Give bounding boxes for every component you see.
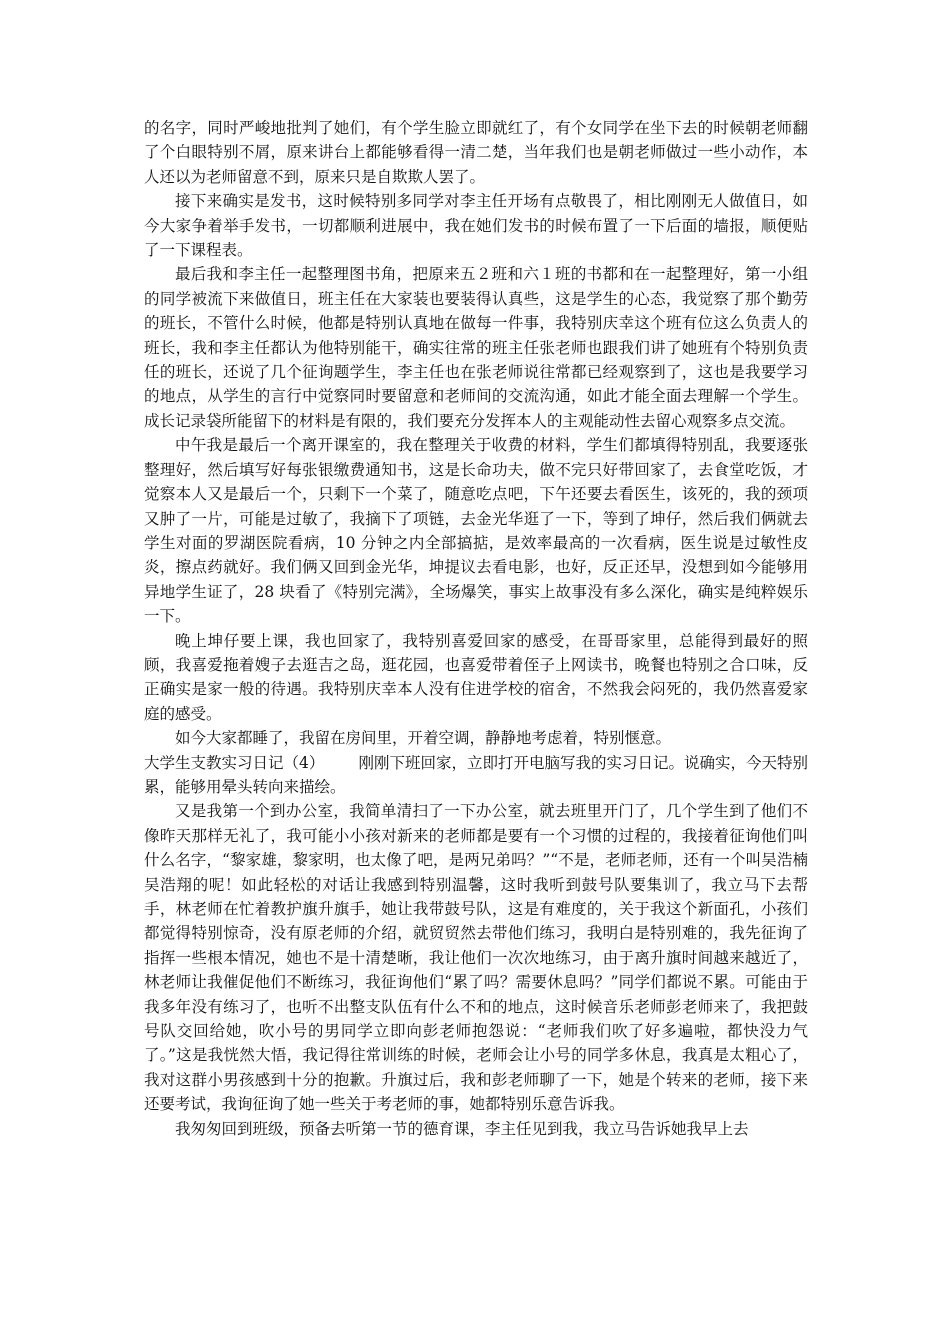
paragraph-2: 接下来确实是发书，这时候特别多同学对李主任开场有点敬畏了，相比刚刚无人做值日，如今大家争着举手发书，一切都顺利进展中，我在她们发书的时候布置了一下后面的墙报，顺便贴了一下课程表。 [144, 192, 808, 260]
document-body [144, 116, 808, 1141]
paragraph-8: 我匆匆回到班级，预备去听第一节的德育课，李主任见到我，我立马告诉她我早上去 [175, 1119, 749, 1138]
paragraph-4: 中午我是最后一个离开课室的，我在整理关于收费的材料，学生们都填得特别乱，我要逐张整理好，然后填写好每张银缴费通知书，这是长命功夫，做不完只好带回家了，去食堂吃饭，才觉察本人又是最后一个，只剩下一个菜了，随意吃点吧，下午还要去看医生，该死的，我的颈项又肿了一片，可能是过敏了，我摘下了项链，去金光华逛了一下，等到了坤仔，然后我们俩就去学生对面的罗湖医院看病，10 分钟之内全部搞掂，是效率最高的一次看病，医生说是过敏性皮炎，擦点药就好。我们俩又回到金光华，坤提议去看电影，也好，反正还早，没想到如今能够用异地学生证了，28 块看了《特别完满》，全场爆笑，事实上故事没有多么深化，确实是纯粹娱乐一下。 [144, 436, 808, 626]
paragraph-5: 晚上坤仔要上课，我也回家了，我特别喜爱回家的感受，在哥哥家里，总能得到最好的照顾，我喜爱拖着嫂子去逛吉之岛，逛花园，也喜爱带着侄子上网读书，晚餐也特别之合口味，反正确实是家一般的待遇。我特别庆幸本人没有住进学校的宿舍，不然我会闷死的，我仍然喜爱家庭的感受。 [144, 631, 808, 723]
paragraph-6: 如今大家都睡了，我留在房间里，开着空调，静静地考虑着，特别惬意。 [175, 729, 672, 748]
diary-entry-heading [144, 751, 808, 800]
diary-entry-title: 大学生支教实习日记（4） [144, 753, 325, 772]
paragraph-7: 又是我第一个到办公室，我简单清扫了一下办公室，就去班里开门了，几个学生到了他们不像昨天那样无礼了，我可能小小孩对新来的老师都是要有一个习惯的过程的，我接着征询他们叫什么名字，“黎家雄，黎家明，也太像了吧，是两兄弟吗？”“不是，老师老师，还有一个叫吴浩楠 吴浩翔的呢！如此轻松的对话让我感到特别温馨，这时我听到鼓号队要集训了，我立马下去帮手，林老师在忙着教护旗升旗手，她让我带鼓号队，这是有难度的，关于我这个新面孔，小孩们都觉得特别惊奇，没有原老师的介绍，就贸贸然去带他们练习，我明白是特别难的，我先征询了指挥一些根本情况，她也不是十清楚晰，我让他们一次次地练习，由于离升旗时间越来越近了，林老师让我催促他们不断练习，我征询他们“累了吗？需要休息吗？”同学们都说不累。可能由于我多年没有练习了，也听不出整支队伍有什么不和的地点，这时候音乐老师彭老师来了，我把鼓号队交回给她，吹小号的男同学立即向彭老师抱怨说：“老师我们吹了好多遍啦，都快没力气了。”这是我恍然大悟，我记得往常训练的时候，老师会让小号的同学多休息，我真是太粗心了，我对这群小男孩感到十分的抱歉。升旗过后，我和彭老师聊了一下，她是个转来的老师，接下来还要考试，我询征询了她一些关于考老师的事，她都特别乐意告诉我。 [144, 802, 808, 1114]
paragraph-1: 的名字，同时严峻地批判了她们，有个学生脸立即就红了，有个女同学在坐下去的时候朝老师翻了个白眼特别不屑，原来讲台上都能够看得一清二楚，当年我们也是朝老师做过一些小动作，本人还以为老师留意不到，原来只是自欺欺人罢了。 [144, 119, 808, 186]
diary-entry-intro: 刚刚下班回家，立即打开电脑写我的实习日记。说确实，今天特别累，能够用晕头转向来描绘。 [144, 753, 808, 796]
paragraph-3: 最后我和李主任一起整理图书角，把原来五２班和六１班的书都和在一起整理好，第一小组的同学被流下来做值日，班主任在大家装也要装得认真些，这是学生的心态，我觉察了那个勤劳的班长，不管什么时候，他都是特别认真地在做每一件事，我特别庆幸这个班有位这么负责人的班长，我和李主任都认为他特别能干，确实往常的班主任张老师也跟我们讲了她班有个特别负责任的班长，还说了几个征询题学生，李主任也在张老师说往常都已经观察到了，这也是我要学习的地点，从学生的言行中觉察同时要留意和老师间的交流沟通，如此才能全面去理解一个学生。成长记录袋所能留下的材料是有限的，我们要充分发挥本人的主观能动性去留心观察多点交流。 [144, 265, 808, 430]
